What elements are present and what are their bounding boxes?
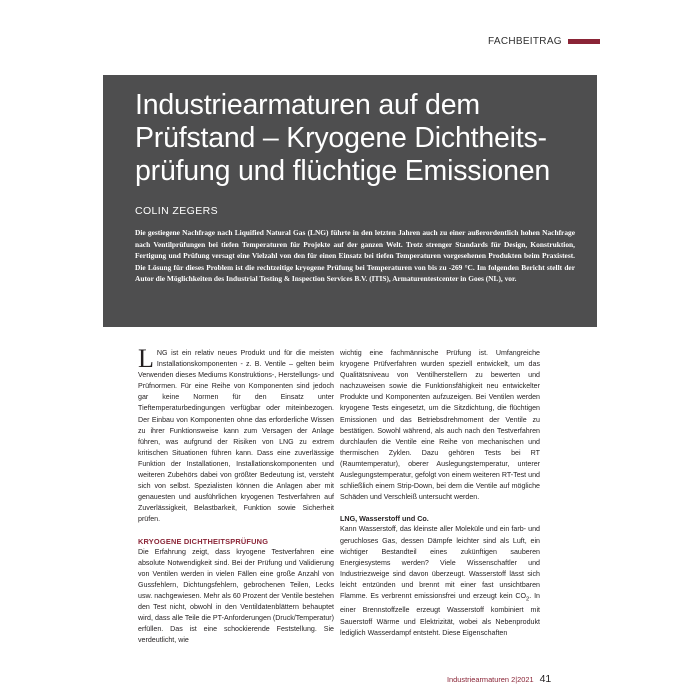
- page-footer: [447, 673, 551, 687]
- body-paragraph-1: [138, 344, 334, 526]
- drop-cap: L: [138, 344, 154, 373]
- article-author: COLIN ZEGERS: [135, 205, 218, 217]
- section-tag-label: FACHBEITRAG: [488, 35, 562, 47]
- body-paragraph-2: Die Erfahrung zeigt, dass kryogene Testverfahren eine absolute Notwendigkeit sind. Bei der Prüfung und Validierung von Ventilen werden in vielen Fällen eine große Anzahl von Gussfehlern, Dichtungsfehlern, gebrochenen Teilen, Lecks usw. nachgewiesen. Mehr als 60 Prozent der Ventile bestehen den Test nicht, obwohl in den Ventildatenblättern behauptet wird, dass alle Teile die PT-Anforderungen (Druck/Temperatur) erfüllen. Das ist eine schockierende Feststellung. Sie verdeutlicht, wie: [138, 547, 334, 645]
- body-paragraph-4-text-a: Kann Wasserstoff, das kleinste aller Moleküle und ein farb- und geruchloses Gas, dessen Dämpfe leichter sind als Luft, ein wichtiger Bestandteil eines zukünftigen sauberen Energiesystems werden? Viele Wissenschaftler und Industriezweige sind davon überzeugt. Wasserstoff lässt sich leicht entzünden und brennt mit einer fast unsichtbaren Flamme. Es verbrennt emissionsfrei und erzeugt kein CO: [340, 525, 540, 600]
- subheading-kryogene: KRYOGENE DICHTHEITSPRÜFUNG: [138, 536, 269, 546]
- article-title-line-1: Industriearmaturen auf dem: [135, 89, 480, 121]
- body-column-left: [138, 344, 334, 646]
- page-number: 41: [539, 673, 552, 685]
- body-column-right: [340, 348, 540, 639]
- subheading-lng: LNG, Wasserstoff und Co.: [340, 514, 429, 524]
- body-paragraph-4-text-b: . In einer Brennstoffzelle erzeugt Wasserstoff kombiniert mit Sauerstoff Wärme und Elektrizität, wobei als Nebenprodukt lediglich Wasserdampf entsteht. Diese Eigenschaften: [340, 591, 540, 637]
- body-paragraph-1-text: NG ist ein relativ neues Produkt und für die meisten Installationskomponenten - z. B. Ventile – gelten beim Verwenden dieses Mediums Konstruktions-, Herstellungs- und Prüfnormen. Für eine Reihe von Komponenten sind jedoch gar keine Normen für den Einsatz unter Tieftemperaturbedingungen verfügbar oder miteinbezogen. Der Einbau von Komponenten ohne das erforderliche Wissen zu ihrer Funktionsweise kann zum Versagen der Anlage führen, was aufgrund der Risiken von LNG zu extrem kritischen Situationen führen kann. Dass eine zuverlässige Funktion der Installationen, Installationskomponenten und weiteren Zubehörs dabei von größter Bedeutung ist, versteht sich von selbst. Spezialisten können die Anlagen aber mit genauesten und ausführlichen kryogenen Testverfahren auf Zuverlässigkeit, Belastbarkeit, Funktion sowie Sicherheit prüfen.: [138, 349, 334, 524]
- article-title-line-3: prüfung und flüchtige Emissionen: [135, 155, 551, 187]
- body-paragraph-4: [340, 524, 540, 638]
- article-title: [135, 89, 575, 188]
- section-tag-bar: [568, 39, 600, 44]
- article-title-line-2: Prüfstand – Kryogene Dichtheits-: [135, 122, 547, 154]
- article-header: [103, 75, 597, 327]
- section-tag: [488, 34, 600, 48]
- body-paragraph-3: wichtig eine fachmännische Prüfung ist. Umfangreiche kryogene Prüfverfahren wurden speziell entwickelt, um das Qualitätsniveau von Ventilherstellern zu bewerten und nachzuweisen sowie die Funktionsfähigkeit neu entwickelter Produkte und Komponenten aufzuzeigen. Bei Ventilen werden kryogene Tests eingesetzt, um die Sitzdichtung, die flüchtigen Emissionen und das Betriebsdrehmoment der Ventile zu bestätigen. Sowohl während, als auch nach den Testverfahren durchlaufen die Ventile eine Reihe von mechanischen und thermischen Zyklen. Dazu gehören Tests bei RT (Raumtemperatur), oberer Auslegungstemperatur, unterer Auslegungstemperatur, gefolgt von einem weiteren RT-Test und schließlich einem Strip-Down, bei dem die Ventile auf mögliche Schäden und Verschleiß untersucht werden.: [340, 349, 540, 502]
- article-lead: Die gestiegene Nachfrage nach Liquified Natural Gas (LNG) führte in den letzten Jahren auch zu einer außerordentlich hohen Nachfrage nach Ventilprüfungen bei tiefen Temperaturen für Projekte auf der ganzen Welt. Trotz strenger Standards für Design, Konstruktion, Fertigung und Prüfung versagt eine Vielzahl von den für einen Einsatz bei tiefen Temperaturen vorgesehenen Produkten beim Praxistest. Die Lösung für dieses Problem ist die rechtzeitige kryogene Prüfung bei Temperaturen von bis zu -269 °C. Im folgenden Bericht stellt der Autor die Möglichkeiten des Industrial Testing & Inspection Services B.V. (ITIS), Armaturentestcenter in Goes (NL), vor.: [135, 228, 575, 284]
- journal-name: Industriearmaturen 2|2021: [447, 675, 534, 684]
- co2-subscript: 2: [526, 596, 530, 603]
